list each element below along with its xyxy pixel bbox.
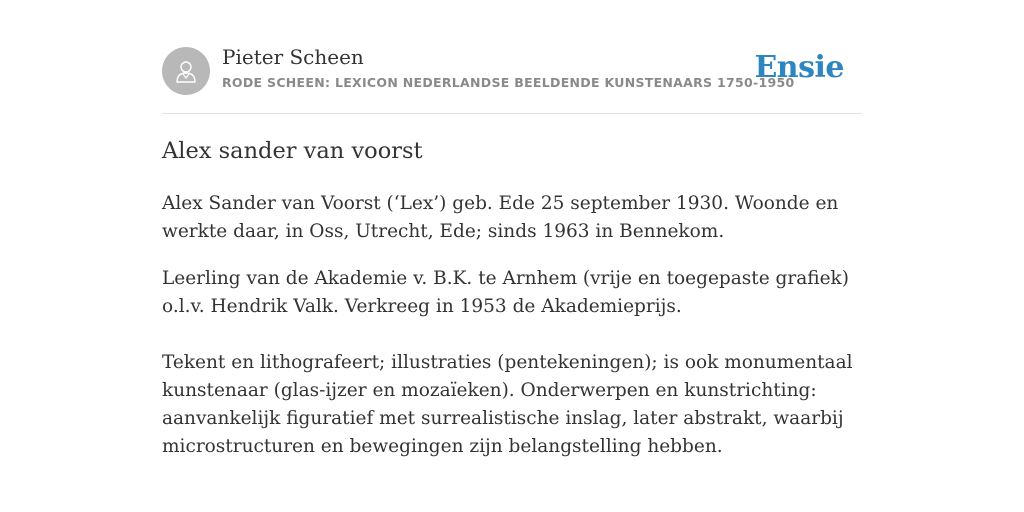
source-title[interactable]: RODE SCHEEN: LEXICON NEDERLANDSE BEELDENDE KUNSTENAARS 1750-1950 [222,75,795,90]
author-avatar[interactable] [162,47,210,95]
author-name[interactable]: Pieter Scheen [222,45,364,69]
ensie-logo[interactable]: Ensie [754,50,844,85]
entry-header [162,0,862,114]
entry-card [162,0,862,457]
entry-title: Alex sander van voorst [162,138,423,164]
entry-paragraph-2: Leerling van de Akademie v. B.K. te Arnhem (vrije en toegepaste grafiek) o.l.v. Hendrik Valk. Verkreeg in 1953 de Akademieprijs. [162,268,849,317]
user-icon [172,57,200,85]
entry-paragraph-3: Tekent en lithografeert; illustraties (pentekeningen); is ook monumentaal kunstenaar (glas-ijzer en mozaïeken). Onderwerpen en kunstrichting: aanvankelijk figuratief met surrealistische inslag, later abstrakt, waarbij microstructuren en bewegingen zijn belangstelling hebben. [162,352,853,457]
entry-paragraph-1: Alex Sander van Voorst (‘Lex’) geb. Ede 25 september 1930. Woonde en werkte daar, in Oss, Utrecht, Ede; sinds 1963 in Bennekom. [162,193,839,242]
